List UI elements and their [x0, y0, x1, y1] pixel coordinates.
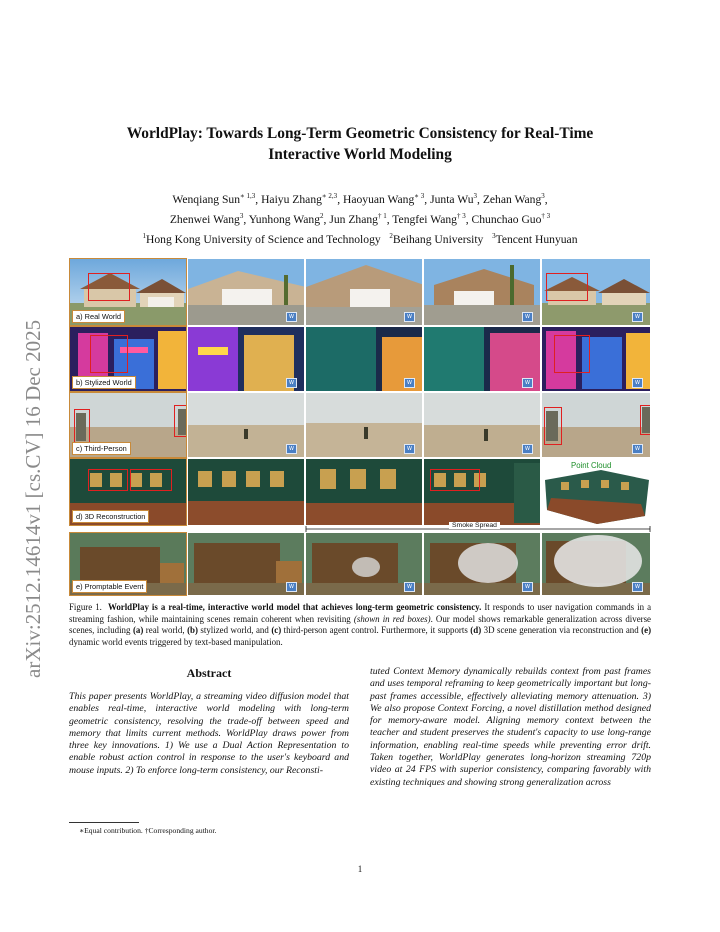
- page-number: 1: [357, 864, 363, 874]
- abstract-text-left: This paper presents WorldPlay, a streaming video diffusion model that enables real-time, interactive world modeling with long-term geometric consistency, resolving the trade-off between speed and memory that limits current methods. WorldPlay draws power from three key innovations. 1) We use a Dual Action Representation to enable robust action control in response to the user's keyboard and mouse inputs. 2) To enforce long-term consistency, our Reconsti-: [69, 691, 349, 776]
- frame-a-5: [541, 258, 651, 326]
- row-label-promptable-event: e) Promptable Event: [72, 580, 147, 593]
- key-icon: W: [632, 444, 643, 454]
- frame-b-2: [187, 326, 305, 392]
- frame-a-1: [69, 258, 187, 326]
- affiliation-line: $^1$Hong Kong University of Science and Technology $^2$Beihang University $^3$Tencent Hunyuan: [142, 231, 578, 246]
- frame-e-5: [541, 532, 651, 596]
- key-icon: W: [632, 312, 643, 322]
- frame-d-1: [69, 458, 187, 526]
- frame-c-2: [187, 392, 305, 458]
- point-cloud-label: Point Cloud: [571, 461, 612, 470]
- abstract-heading: Abstract: [186, 666, 232, 680]
- paper-title: [60, 123, 660, 165]
- row-label-stylized-world: b) Stylized World: [72, 376, 136, 389]
- frame-d-4: [423, 458, 541, 526]
- frame-e-3: [305, 532, 423, 596]
- smoke-spread-label: Smoke Spread: [449, 522, 500, 529]
- key-icon: W: [632, 378, 643, 388]
- right-column: [370, 666, 651, 789]
- frame-a-4: [423, 258, 541, 326]
- frame-a-3: [305, 258, 423, 326]
- author-line-1: Wenqiang Sun$^{∗ 1,3}$, Haiyu Zhang$^{∗ 2,3}$, Haoyuan Wang$^{∗ 3}$, Junta Wu$^3$, Zehan Wang$^3$,: [172, 192, 548, 206]
- row-label-real-world: a) Real World: [72, 310, 125, 323]
- frame-c-3: [305, 392, 423, 458]
- row-label-third-person: c) Third-Person: [72, 442, 131, 455]
- figure-caption: Figure 1. WorldPlay is a real-time, interactive world model that achieves long-term geometric consistency. It responds to user navigation commands in a streaming fashion, while maintaining scenes remain coherent when revisiting (shown in red boxes). Our model shows remarkable generalization across diverse scenes, including (a) real world, (b) stylized world, and (c) third-person agent control. Furthermore, it supports (d) 3D scene generation via reconstruction and (e) dynamic world events triggered by text-based manipulation.: [69, 602, 652, 647]
- key-icon: W: [522, 444, 533, 454]
- figure-1: [69, 258, 651, 596]
- key-icon: W: [522, 378, 533, 388]
- key-icon: W: [404, 444, 415, 454]
- key-icon: W: [286, 378, 297, 388]
- frame-c-5: [541, 392, 651, 458]
- key-icon: W: [522, 312, 533, 322]
- frame-a-2: [187, 258, 305, 326]
- frame-b-5: [541, 326, 651, 392]
- key-icon: W: [286, 582, 297, 592]
- frame-e-4: [423, 532, 541, 596]
- frame-b-3: [305, 326, 423, 392]
- key-icon: W: [632, 582, 643, 592]
- arxiv-stamp: [4, 260, 54, 680]
- author-block: [60, 188, 660, 248]
- key-icon: W: [404, 378, 415, 388]
- author-line-2: Zhenwei Wang$^3$, Yunhong Wang$^2$, Jun Zhang$^{\dagger 1}$, Tengfei Wang$^{\dagger 3}$, Chunchao Guo$^{\dagger 3}$: [169, 211, 551, 226]
- title-line-1: WorldPlay: Towards Long-Term Geometric Consistency for Real-Time: [126, 125, 594, 142]
- key-icon: W: [522, 582, 533, 592]
- footnote: [69, 822, 349, 835]
- left-column: [69, 666, 349, 777]
- frame-d-2: [187, 458, 305, 526]
- frame-c-1: [69, 392, 187, 458]
- frame-b-4: [423, 326, 541, 392]
- arxiv-id: arXiv:2512.14614v1 [cs.CV] 16 Dec 2025: [21, 319, 45, 678]
- key-icon: W: [404, 312, 415, 322]
- frame-b-1: [69, 326, 187, 392]
- abstract-text-right: tuted Context Memory dynamically rebuilds context from past frames and uses temporal reframing to keep geometrically important but long-past frames accessible, effectively alleviating memory attenuation. 3) We also propose Context Forcing, a novel distillation method designed for memory-aware model. Aligning memory context between the teacher and student preserves the student's capacity to use long-range information, enabling real-time speeds while preventing error drift. Taken together, WorldPlay generates long-horizon streaming 720p video at 24 FPS with superior consistency, comparing favorably with existing techniques and showing strong generalization across: [370, 666, 651, 788]
- frame-d-3: [305, 458, 423, 526]
- key-icon: W: [286, 444, 297, 454]
- key-icon: W: [286, 312, 297, 322]
- frame-e-2: [187, 532, 305, 596]
- key-icon: W: [404, 582, 415, 592]
- footnote-text: ∗Equal contribution. †Corresponding author.: [79, 826, 217, 835]
- frame-c-4: [423, 392, 541, 458]
- row-label-3d-reconstruction: d) 3D Reconstruction: [72, 510, 149, 523]
- title-line-2: Interactive World Modeling: [268, 146, 452, 163]
- frame-e-1: [69, 532, 187, 596]
